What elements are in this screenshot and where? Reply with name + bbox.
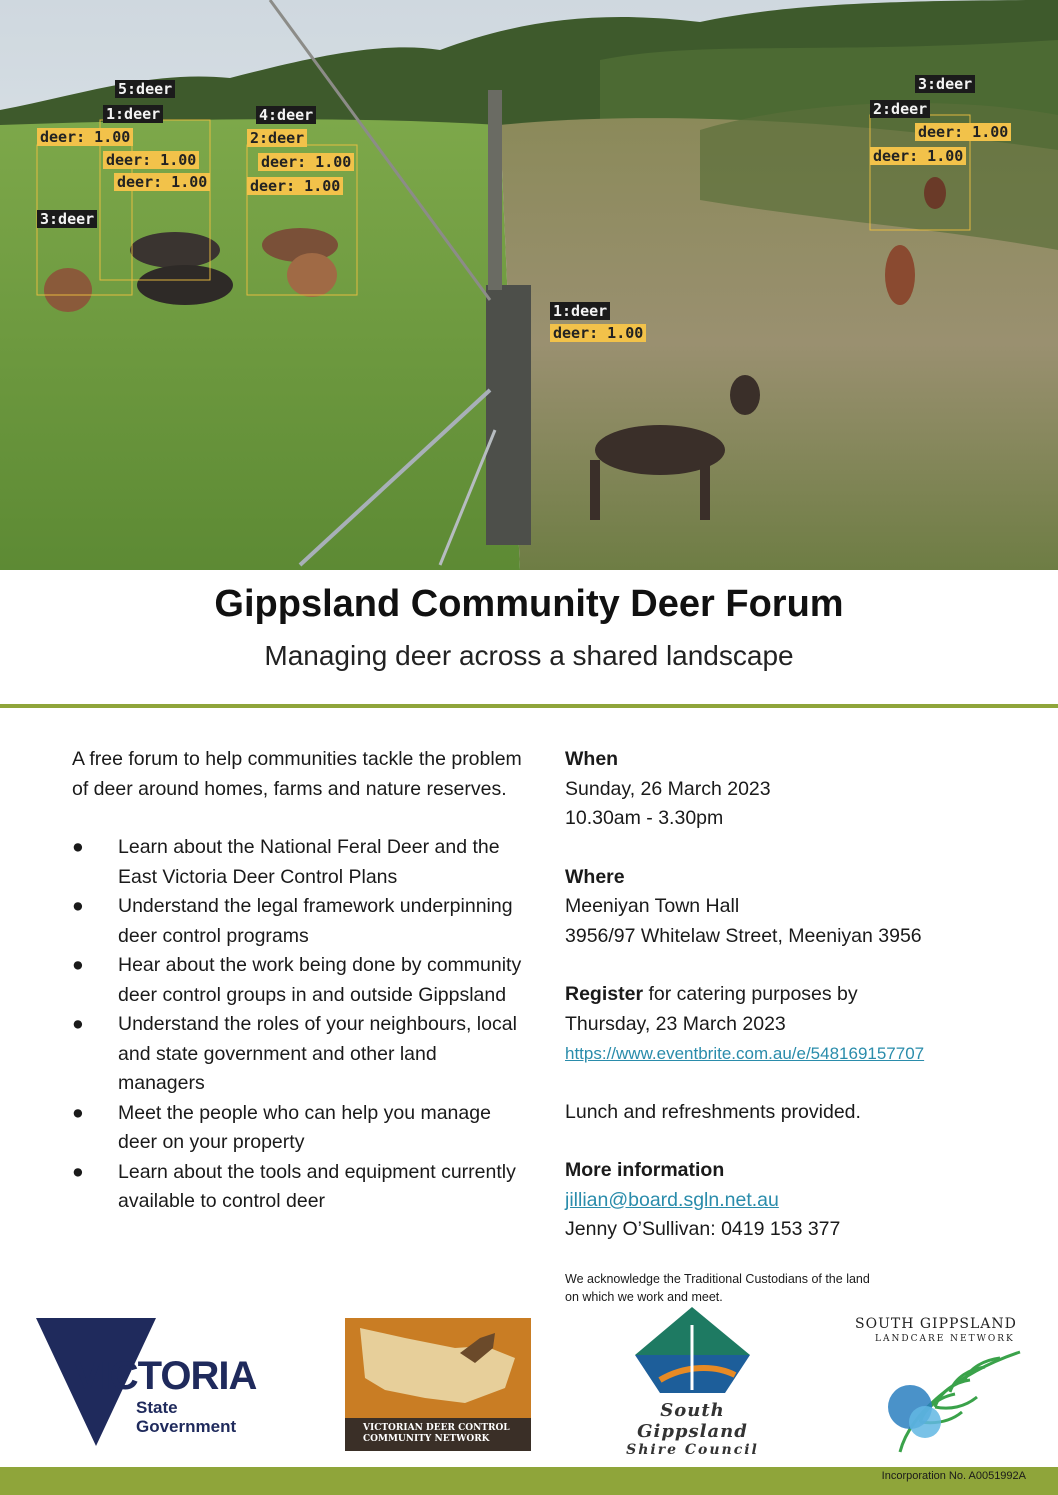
event-time: 10.30am - 3.30pm: [565, 807, 724, 829]
list-item: ● Learn about the tools and equipment currently available to control deer: [72, 1158, 522, 1217]
accent-divider: [0, 704, 1058, 708]
list-item: ● Understand the legal framework underpinning deer control programs: [72, 892, 522, 951]
south-gippsland-shire-logo: South Gippsland Shire Council: [605, 1305, 780, 1455]
email-link[interactable]: jillian@board.sgln.net.au: [565, 1188, 779, 1211]
detection-label: deer: 1.00: [114, 173, 210, 191]
detection-label: 3:deer: [37, 210, 97, 228]
list-item: ● Understand the roles of your neighbours, local and state government and other land managers: [72, 1010, 522, 1099]
detection-label: deer: 1.00: [258, 153, 354, 171]
detection-label: 3:deer: [915, 75, 975, 93]
more-info-heading: More information: [565, 1159, 725, 1181]
sgln-logo: SOUTH GIPPSLAND LANDCARE NETWORK: [850, 1312, 1035, 1457]
detection-label: 2:deer: [870, 100, 930, 118]
detection-label: 2:deer: [247, 129, 307, 147]
bullet-icon: ●: [72, 1013, 84, 1035]
detection-label: deer: 1.00: [915, 123, 1011, 141]
acknowledgement: We acknowledge the Traditional Custodians of the land on which we work and meet.: [565, 1271, 870, 1304]
detection-label: deer: 1.00: [247, 177, 343, 195]
list-item: ● Hear about the work being done by community deer control groups in and outside Gippsland: [72, 951, 522, 1010]
detection-label: deer: 1.00: [870, 147, 966, 165]
bullet-icon: ●: [72, 954, 84, 976]
more-info-block: [565, 1156, 1005, 1245]
detection-label: 5:deer: [115, 80, 175, 98]
incorporation-number: Incorporation No. A0051992A: [881, 1470, 1026, 1482]
vdccn-logo: VICTORIAN DEER CONTROL COMMUNITY NETWORK: [345, 1318, 531, 1451]
detection-label: 4:deer: [256, 106, 316, 124]
detection-label: 1:deer: [103, 105, 163, 123]
venue-address: 3956/97 Whitelaw Street, Meeniyan 3956: [565, 924, 922, 947]
list-item: ● Meet the people who can help you manage deer on your property: [72, 1099, 522, 1158]
page-title: Gippsland Community Deer Forum: [214, 583, 844, 625]
left-column: [72, 745, 522, 1217]
detection-label: deer: 1.00: [103, 151, 199, 169]
list-item: ● Learn about the National Feral Deer and the East Victoria Deer Control Plans: [72, 833, 522, 892]
bullet-icon: ●: [72, 895, 84, 917]
register-heading: Register: [565, 983, 644, 1005]
when-heading: When: [565, 748, 619, 770]
where-heading: Where: [565, 865, 625, 888]
shire-emblem-icon: [605, 1305, 780, 1395]
register-text: for catering purposes by: [643, 983, 858, 1005]
bullet-icon: ●: [72, 1101, 84, 1124]
detection-label: deer: 1.00: [550, 324, 646, 342]
detection-label: 1:deer: [550, 302, 610, 320]
when-block: [565, 745, 1005, 834]
register-link[interactable]: https://www.eventbrite.com.au/e/548169157707: [565, 1044, 925, 1063]
hero-photo: [0, 0, 1058, 570]
detection-label: deer: 1.00: [37, 128, 133, 146]
where-block: [565, 863, 1005, 952]
agenda-list: [72, 833, 522, 1217]
register-deadline: Thursday, 23 March 2023: [565, 1012, 786, 1035]
victoria-government-logo: VICTORIA State Government: [36, 1318, 266, 1448]
contact-phone: Jenny O’Sullivan: 0419 153 377: [565, 1218, 841, 1240]
intro-text: A free forum to help communities tackle the problem of deer around homes, farms and nature reserves.: [72, 748, 522, 800]
right-column: [565, 745, 1005, 1306]
venue-name: Meeniyan Town Hall: [565, 895, 740, 917]
register-block: [565, 980, 1005, 1069]
victoria-map-icon: [345, 1318, 531, 1418]
bullet-icon: ●: [72, 1160, 84, 1183]
page-subtitle: Managing deer across a shared landscape: [264, 640, 794, 671]
lunch-note: Lunch and refreshments provided.: [565, 1100, 861, 1123]
bullet-icon: ●: [72, 836, 84, 858]
event-date: Sunday, 26 March 2023: [565, 777, 771, 800]
